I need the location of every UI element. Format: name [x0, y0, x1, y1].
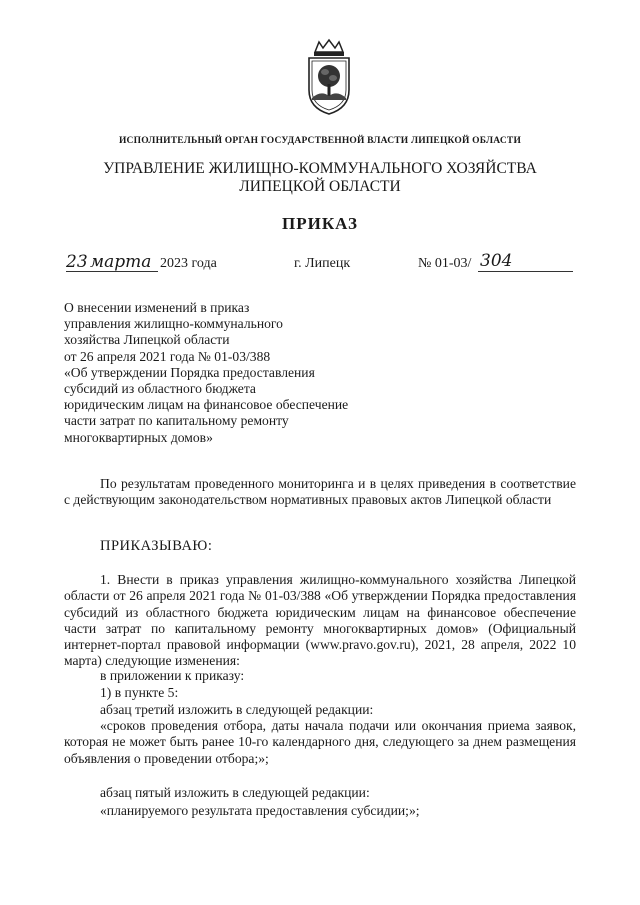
subject-line: юридическим лицам на финансовое обеспечение: [64, 397, 349, 413]
number-underline: [478, 271, 573, 272]
document-number-handwritten: 304: [480, 251, 513, 271]
subject-line: субсидий из областного бюджета: [64, 381, 256, 397]
quote-paragraph-5: «планируемого результата предоставления субсидии;»;: [100, 803, 420, 818]
date-day-handwritten: 23: [66, 252, 88, 272]
city: г. Липецк: [294, 256, 351, 271]
order-subject: [64, 300, 348, 446]
paragraph-3-line: абзац третий изложить в следующей редакции:: [100, 702, 374, 717]
appendix-line: в приложении к приказу:: [100, 668, 245, 683]
subject-line: управления жилищно-коммунального: [64, 316, 283, 332]
date-underline: [66, 271, 158, 272]
document-type-title: ПРИКАЗ: [282, 214, 358, 233]
point-5-line: 1) в пункте 5:: [100, 685, 179, 700]
subject-line: О внесении изменений в приказ: [64, 300, 250, 315]
paragraph-5-line: абзац пятый изложить в следующей редакции:: [100, 785, 370, 800]
order-word: ПРИКАЗЫВАЮ:: [100, 538, 213, 554]
item-1-paragraph: 1. Внести в приказ управления жилищно-коммунального хозяйства Липецкой области от 26 апреля 2021 года № 01-03/388 «Об утверждении Порядка предоставления субсидий из областного бюджета юридическим лицам на финансовое обеспечение части затрат по капитальному ремонту многоквартирных домов» (Официальный интернет-портал правовой информации (www.pravo.gov.ru), 2021, 28 апреля, 2022 10 марта) следующие изменения:: [64, 572, 576, 669]
subject-line: части затрат по капитальному ремонту: [64, 413, 289, 429]
subject-line: хозяйства Липецкой области: [64, 332, 230, 348]
quote-paragraph-3: «сроков проведения отбора, даты начала подачи или окончания приема заявок, которая не может быть ранее 10-го календарного дня, следующего за днем размещения объявления о проведении отбора;»;: [64, 718, 576, 766]
date-year: 2023 года: [160, 256, 217, 271]
department-name-line2: ЛИПЕЦКОЙ ОБЛАСТИ: [239, 178, 401, 195]
issuing-authority: ИСПОЛНИТЕЛЬНЫЙ ОРГАН ГОСУДАРСТВЕННОЙ ВЛАСТИ ЛИПЕЦКОЙ ОБЛАСТИ: [118, 136, 522, 146]
lipetsk-coat-of-arms-icon: [301, 38, 357, 118]
document-number-prefix: № 01-03/: [418, 256, 472, 271]
subject-line: от 26 апреля 2021 года № 01-03/388: [64, 348, 271, 364]
department-name-line1: УПРАВЛЕНИЕ ЖИЛИЩНО-КОММУНАЛЬНОГО ХОЗЯЙСТВА: [103, 160, 537, 177]
subject-line: многоквартирных домов»: [64, 429, 213, 445]
subject-line: «Об утверждении Порядка предоставления: [64, 364, 315, 380]
preamble-paragraph: По результатам проведенного мониторинга и в целях приведения в соответствие с действующим законодательством нормативных правовых актов Липецкой области: [64, 476, 576, 508]
date-month-handwritten: марта: [90, 252, 152, 272]
